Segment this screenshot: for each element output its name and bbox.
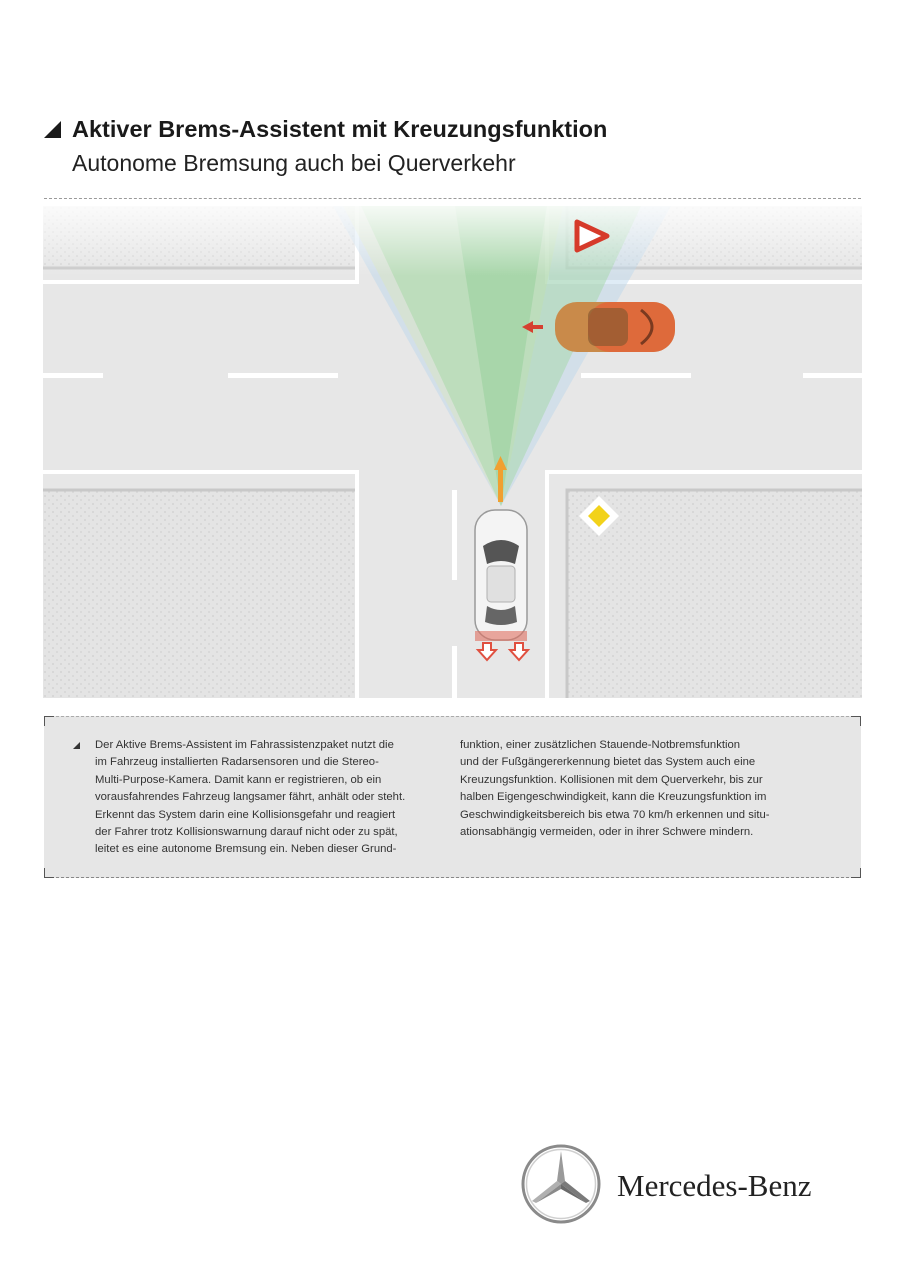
page-subtitle: Autonome Bremsung auch bei Querverkehr — [72, 150, 516, 176]
triangle-bullet-icon — [73, 742, 80, 749]
text-line: der Fahrer trotz Kollisionswarnung darauf nicht oder zu spät, — [95, 825, 398, 838]
text-column-2 — [460, 737, 770, 841]
text-line: Der Aktive Brems-Assistent im Fahrassistenzpaket nutzt die — [95, 739, 394, 751]
text-line: und der Fußgängererkennung bietet das System auch eine — [460, 756, 756, 769]
text-line: leitet es eine autonome Bremsung ein. Neben dieser Grund- — [95, 843, 397, 856]
text-line: im Fahrzeug installierten Radarsensoren und die Stereo- — [95, 756, 379, 769]
text-line: Kreuzungsfunktion. Kollisionen mit dem Querverkehr, bis zur — [460, 773, 763, 786]
text-line: Erkennt das System darin eine Kollisionsgefahr und reagiert — [95, 808, 396, 821]
page-title: Aktiver Brems-Assistent mit Kreuzungsfunktion — [72, 116, 608, 142]
brand-wordmark: Mercedes-Benz — [617, 1168, 812, 1203]
description-box — [44, 716, 861, 878]
text-line: ationsabhängig vermeiden, oder in ihrer Schwere mindern. — [460, 825, 754, 838]
text-line: funktion, einer zusätzlichen Stauende-Notbremsfunktion — [460, 739, 741, 751]
text-column-1 — [95, 737, 405, 859]
text-line: halben Eigengeschwindigkeit, kann die Kreuzungsfunktion im — [460, 791, 767, 804]
mercedes-star-icon — [520, 1143, 602, 1225]
intersection-illustration — [43, 206, 862, 698]
triangle-bullet-icon — [44, 121, 61, 138]
text-line: Multi-Purpose-Kamera. Damit kann er registrieren, ob ein — [95, 773, 382, 786]
text-line: vorausfahrendes Fahrzeug langsamer fährt, anhält oder steht. — [95, 791, 406, 804]
text-line: Geschwindigkeitsbereich bis etwa 70 km/h erkennen und situ- — [460, 808, 770, 821]
ego-car — [475, 510, 527, 641]
crossing-car — [555, 302, 675, 352]
top-divider — [44, 198, 861, 199]
